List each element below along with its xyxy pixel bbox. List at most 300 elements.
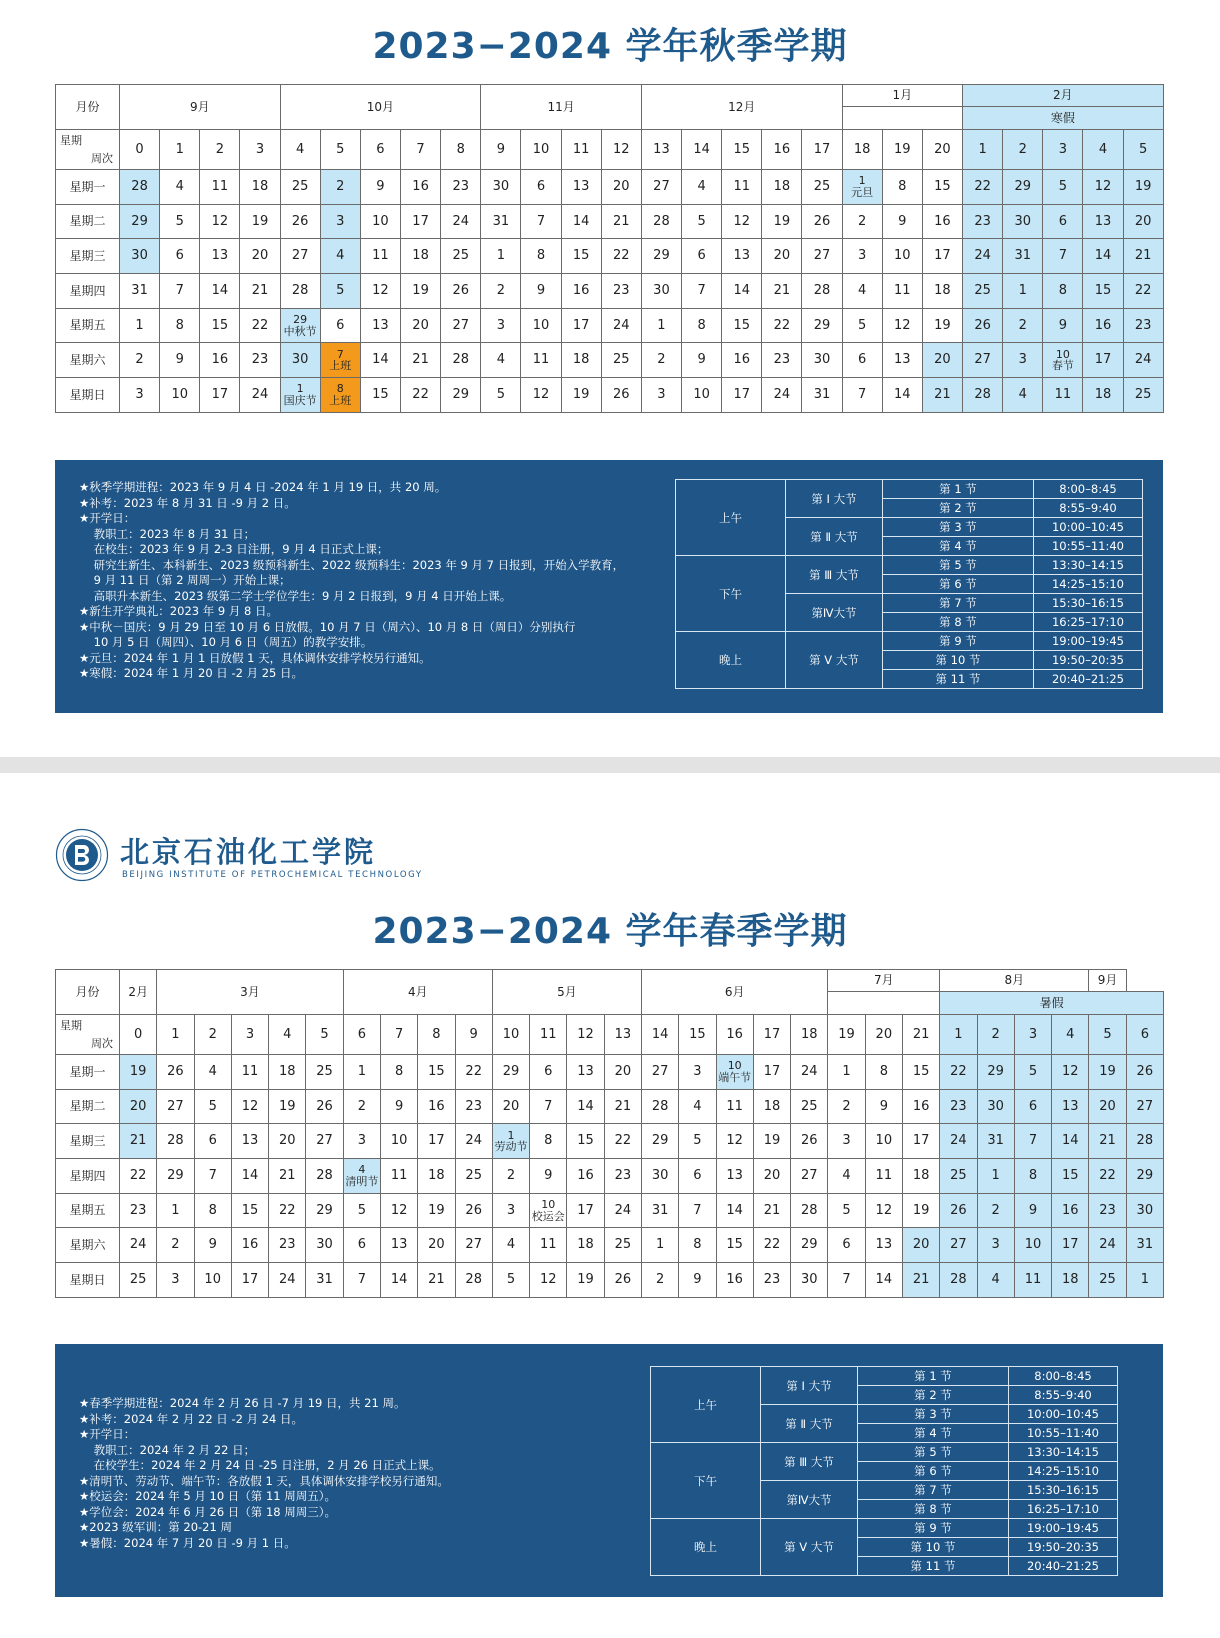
date-cell: 16: [231, 1228, 268, 1263]
date-cell: 26: [791, 1124, 828, 1159]
date-cell: 18: [762, 170, 802, 205]
date-cell: 26: [940, 1193, 977, 1228]
date-cell: [530, 1193, 567, 1228]
date-cell: [320, 378, 360, 413]
date-cell: 26: [963, 308, 1003, 343]
date-cell: 11: [231, 1055, 268, 1090]
date-cell: 17: [418, 1124, 455, 1159]
date-cell: 17: [401, 204, 441, 239]
date-cell: 11: [200, 170, 240, 205]
date-cell: 30: [120, 239, 160, 274]
date-cell: 25: [280, 170, 320, 205]
date-cell: 24: [441, 204, 481, 239]
big-period-label: 第 Ⅱ 大节: [761, 1405, 858, 1443]
week-number: 9: [481, 130, 521, 170]
date-cell: [492, 1124, 529, 1159]
date-cell: 13: [882, 343, 922, 378]
note-line: 在校生：2023 年 9 月 2-3 日注册，9 月 4 日正式上课；: [79, 542, 389, 556]
week-number: 17: [753, 1015, 790, 1055]
date-cell: 2: [641, 343, 681, 378]
date-cell: 30: [641, 274, 681, 309]
date-note: 端午节: [718, 1070, 752, 1084]
date-cell: 7: [679, 1193, 716, 1228]
period-label: 上午: [651, 1367, 761, 1443]
note-line: ★校运会：2024 年 5 月 10 日（第 11 周周五）。: [79, 1489, 336, 1503]
week-number: 10: [521, 130, 561, 170]
date-cell: 25: [601, 343, 641, 378]
school-seal-icon: [55, 828, 109, 882]
date-cell: 29: [120, 204, 160, 239]
date-cell: 12: [530, 1263, 567, 1298]
class-name: 第 11 节: [858, 1557, 1009, 1576]
period-label: 晚上: [651, 1519, 761, 1576]
date-cell: 18: [418, 1159, 455, 1194]
day-name: 星期四: [56, 274, 120, 309]
date-cell: 20: [1089, 1089, 1126, 1124]
date-cell: 17: [1083, 343, 1123, 378]
date-cell: 6: [828, 1228, 865, 1263]
date-cell: 31: [1003, 239, 1043, 274]
date-cell: 20: [240, 239, 280, 274]
date-cell: 18: [240, 170, 280, 205]
date-cell: [320, 343, 360, 378]
week-number: 1: [157, 1015, 194, 1055]
month-label-cell: [56, 85, 120, 130]
date-cell: 11: [530, 1228, 567, 1263]
date-cell: 2: [1003, 308, 1043, 343]
date-cell: 1: [343, 1055, 380, 1090]
date-cell: 9: [160, 343, 200, 378]
date-cell: 15: [1052, 1159, 1089, 1194]
date-cell: 27: [641, 170, 681, 205]
date-number: 10: [727, 1059, 742, 1073]
day-name: 星期一: [56, 170, 120, 205]
date-cell: 14: [882, 378, 922, 413]
week-number: 4: [1052, 1015, 1089, 1055]
class-name: 第 5 节: [883, 556, 1034, 575]
date-cell: 13: [722, 239, 762, 274]
big-period-label: 第 Ⅴ 大节: [786, 632, 883, 689]
big-period-label: 第 Ⅴ 大节: [761, 1519, 858, 1576]
date-cell: 30: [1003, 204, 1043, 239]
date-cell: 6: [160, 239, 200, 274]
date-cell: 12: [1083, 170, 1123, 205]
date-cell: 14: [1083, 239, 1123, 274]
date-cell: 16: [722, 343, 762, 378]
date-cell: 27: [791, 1159, 828, 1194]
date-cell: 24: [963, 239, 1003, 274]
date-cell: 27: [940, 1228, 977, 1263]
date-cell: 27: [306, 1124, 343, 1159]
date-cell: 25: [306, 1055, 343, 1090]
date-cell: 19: [1089, 1055, 1126, 1090]
class-time: 8:00–8:45: [1009, 1367, 1118, 1386]
week-number: 14: [641, 1015, 678, 1055]
date-cell: 17: [722, 378, 762, 413]
date-cell: 28: [157, 1124, 194, 1159]
date-cell: 27: [802, 239, 842, 274]
date-cell: 9: [1014, 1193, 1051, 1228]
date-cell: 2: [842, 204, 882, 239]
date-cell: 1: [481, 239, 521, 274]
date-cell: 12: [882, 308, 922, 343]
autumn-notes: [79, 480, 624, 682]
month-name: 2月: [128, 984, 148, 999]
note-line: ★新生开学典礼：2023 年 9 月 8 日。: [79, 604, 278, 618]
date-cell: 22: [240, 308, 280, 343]
week-number: 18: [842, 130, 882, 170]
date-cell: 3: [679, 1055, 716, 1090]
period-label: 上午: [676, 480, 786, 556]
date-number: 1: [296, 382, 304, 396]
month-name: 3月: [240, 984, 260, 999]
date-cell: 9: [865, 1089, 902, 1124]
date-cell: 28: [441, 343, 481, 378]
date-cell: 19: [269, 1089, 306, 1124]
month-name: 4月: [407, 984, 428, 999]
date-cell: 9: [682, 343, 722, 378]
period-label: 晚上: [676, 632, 786, 689]
holiday-label: 寒假: [1050, 110, 1075, 125]
week-number: 8: [418, 1015, 455, 1055]
date-cell: 14: [561, 204, 601, 239]
date-cell: 26: [441, 274, 481, 309]
date-cell: 22: [269, 1193, 306, 1228]
date-cell: 5: [492, 1263, 529, 1298]
date-cell: 29: [441, 378, 481, 413]
date-cell: 13: [865, 1228, 902, 1263]
date-cell: 22: [601, 239, 641, 274]
date-cell: 7: [521, 204, 561, 239]
date-cell: 22: [401, 378, 441, 413]
class-name: 第 9 节: [858, 1519, 1009, 1538]
summer-break-label: [940, 992, 1164, 1015]
date-cell: 10: [194, 1263, 231, 1298]
date-cell: [280, 308, 320, 343]
day-name: 星期一: [56, 1055, 120, 1090]
date-cell: 3: [1003, 343, 1043, 378]
month-name: 10月: [366, 99, 395, 114]
week-number: 3: [1043, 130, 1083, 170]
class-name: 第 8 节: [883, 613, 1034, 632]
spring-title: 2023−2024 学年春季学期: [372, 911, 848, 952]
date-cell: 6: [343, 1228, 380, 1263]
day-name: 星期三: [56, 239, 120, 274]
date-cell: 20: [601, 170, 641, 205]
week-number: 4: [269, 1015, 306, 1055]
class-time: 16:25–17:10: [1009, 1500, 1118, 1519]
note-line: 10 月 5 日（周四）、10 月 6 日（周五）的教学安排。: [79, 635, 373, 649]
date-cell: 8: [194, 1193, 231, 1228]
month-header: [641, 970, 827, 1015]
class-name: 第 9 节: [883, 632, 1034, 651]
month-name: 1月: [892, 88, 913, 103]
month-header: [343, 970, 492, 1015]
spring-info-panel: [55, 1344, 1163, 1597]
date-cell: 6: [521, 170, 561, 205]
date-cell: 17: [753, 1055, 790, 1090]
date-cell: 19: [902, 1193, 939, 1228]
date-cell: 20: [902, 1228, 939, 1263]
week-number: 5: [1123, 130, 1163, 170]
date-number: 1: [858, 174, 866, 188]
week-number: 5: [320, 130, 360, 170]
week-label: 周次: [91, 151, 113, 165]
class-time: 16:25–17:10: [1034, 613, 1143, 632]
date-cell: 14: [865, 1263, 902, 1298]
date-cell: 11: [716, 1089, 753, 1124]
date-cell: 16: [567, 1159, 604, 1194]
date-cell: 5: [160, 204, 200, 239]
date-cell: 28: [940, 1263, 977, 1298]
date-cell: 12: [200, 204, 240, 239]
date-cell: 26: [604, 1263, 641, 1298]
date-cell: 4: [194, 1055, 231, 1090]
month-header: [828, 970, 940, 992]
date-cell: 27: [641, 1055, 678, 1090]
date-cell: 4: [679, 1089, 716, 1124]
date-cell: 21: [1123, 239, 1163, 274]
week-number: 18: [791, 1015, 828, 1055]
date-cell: 13: [360, 308, 400, 343]
week-number: 19: [828, 1015, 865, 1055]
date-cell: 18: [753, 1089, 790, 1124]
date-cell: 2: [120, 343, 160, 378]
date-cell: 20: [269, 1124, 306, 1159]
week-number: 4: [1083, 130, 1123, 170]
date-cell: 6: [320, 308, 360, 343]
date-cell: 19: [1123, 170, 1163, 205]
note-line: 教职工：2024 年 2 月 22 日；: [79, 1442, 256, 1457]
month-name: 11月: [547, 99, 575, 114]
class-name: 第 4 节: [883, 537, 1034, 556]
date-cell: 16: [716, 1263, 753, 1298]
month-name: 7月: [874, 973, 894, 988]
date-cell: 5: [194, 1089, 231, 1124]
date-cell: 19: [240, 204, 280, 239]
date-cell: 30: [306, 1228, 343, 1263]
date-cell: 29: [791, 1228, 828, 1263]
date-cell: 12: [716, 1124, 753, 1159]
week-number: 13: [604, 1015, 641, 1055]
date-cell: 27: [455, 1228, 492, 1263]
date-cell: 22: [940, 1055, 977, 1090]
date-cell: 2: [157, 1228, 194, 1263]
page-divider: [0, 757, 1220, 773]
date-cell: 24: [455, 1124, 492, 1159]
day-name: 星期六: [56, 343, 120, 378]
date-cell: 13: [1083, 204, 1123, 239]
date-cell: 4: [842, 274, 882, 309]
week-number: 20: [865, 1015, 902, 1055]
class-name: 第 4 节: [858, 1424, 1009, 1443]
date-cell: 22: [604, 1124, 641, 1159]
date-cell: 10: [160, 378, 200, 413]
date-cell: 23: [940, 1089, 977, 1124]
date-cell: 12: [722, 204, 762, 239]
week-number: 2: [200, 130, 240, 170]
day-name: 星期二: [56, 1089, 120, 1124]
day-label: 星期: [60, 1018, 82, 1032]
week-number: 13: [641, 130, 681, 170]
date-cell: 5: [842, 308, 882, 343]
date-cell: 10: [380, 1124, 417, 1159]
date-cell: 25: [604, 1228, 641, 1263]
date-cell: 16: [200, 343, 240, 378]
date-cell: 5: [343, 1193, 380, 1228]
class-time: 13:30–14:15: [1034, 556, 1143, 575]
date-cell: 15: [922, 170, 962, 205]
month-gap: [842, 107, 962, 130]
date-cell: 3: [481, 308, 521, 343]
date-cell: 23: [604, 1159, 641, 1194]
date-cell: 16: [418, 1089, 455, 1124]
date-cell: 15: [722, 308, 762, 343]
date-cell: 3: [842, 239, 882, 274]
date-cell: 21: [604, 1089, 641, 1124]
date-cell: 19: [567, 1263, 604, 1298]
date-cell: 25: [963, 274, 1003, 309]
date-cell: 24: [940, 1124, 977, 1159]
date-cell: 9: [1043, 308, 1083, 343]
month-header: [481, 85, 642, 130]
date-cell: 1: [120, 308, 160, 343]
week-number: 12: [567, 1015, 604, 1055]
autumn-title: 2023−2024 学年秋季学期: [372, 26, 848, 67]
date-cell: 25: [120, 1263, 157, 1298]
date-cell: 6: [1043, 204, 1083, 239]
day-name: 星期五: [56, 1193, 120, 1228]
month-name: 2月: [1053, 88, 1073, 103]
date-cell: 26: [157, 1055, 194, 1090]
class-name: 第 3 节: [883, 518, 1034, 537]
class-time: 14:25–15:10: [1009, 1462, 1118, 1481]
big-period-label: 第 Ⅰ 大节: [761, 1367, 858, 1405]
date-cell: 5: [682, 204, 722, 239]
date-cell: 20: [604, 1055, 641, 1090]
date-cell: 22: [1089, 1159, 1126, 1194]
week-day-corner: [56, 1015, 120, 1055]
date-cell: 13: [200, 239, 240, 274]
date-cell: 27: [441, 308, 481, 343]
month-header: [280, 85, 481, 130]
date-cell: 7: [1014, 1124, 1051, 1159]
date-cell: 13: [561, 170, 601, 205]
date-cell: 7: [682, 274, 722, 309]
date-cell: 3: [120, 378, 160, 413]
month-name: 9月: [1097, 973, 1118, 988]
week-number: 21: [902, 1015, 939, 1055]
date-cell: 12: [380, 1193, 417, 1228]
date-cell: 10: [882, 239, 922, 274]
date-cell: 20: [492, 1089, 529, 1124]
date-cell: 15: [567, 1124, 604, 1159]
date-cell: 14: [716, 1193, 753, 1228]
big-period-label: 第Ⅳ大节: [786, 594, 883, 632]
school-name-en: BEIJING INSTITUTE OF PETROCHEMICAL TECHNOLOGY: [122, 870, 423, 880]
date-cell: 21: [601, 204, 641, 239]
date-cell: 21: [762, 274, 802, 309]
holiday-label: 暑假: [1039, 995, 1064, 1010]
date-note: 上班: [329, 359, 352, 373]
date-cell: 30: [641, 1159, 678, 1194]
date-cell: 14: [1052, 1124, 1089, 1159]
date-cell: 28: [306, 1159, 343, 1194]
date-cell: 19: [762, 204, 802, 239]
class-name: 第 10 节: [883, 651, 1034, 670]
date-cell: 24: [762, 378, 802, 413]
date-cell: 24: [601, 308, 641, 343]
date-cell: 16: [561, 274, 601, 309]
date-cell: 5: [1014, 1055, 1051, 1090]
day-label: 星期: [60, 133, 82, 147]
date-cell: 16: [1083, 308, 1123, 343]
class-time: 10:55–11:40: [1009, 1424, 1118, 1443]
class-name: 第 6 节: [858, 1462, 1009, 1481]
date-cell: 19: [561, 378, 601, 413]
date-cell: 29: [977, 1055, 1014, 1090]
date-cell: 12: [360, 274, 400, 309]
class-name: 第 2 节: [858, 1386, 1009, 1405]
class-name: 第 2 节: [883, 499, 1034, 518]
week-number: 7: [380, 1015, 417, 1055]
note-line: ★学位会：2024 年 6 月 26 日（第 18 周周三）。: [79, 1504, 336, 1519]
date-cell: 29: [157, 1159, 194, 1194]
date-cell: 14: [360, 343, 400, 378]
date-cell: 3: [157, 1263, 194, 1298]
date-cell: 6: [194, 1124, 231, 1159]
school-name-cn: 北京石油化工学院: [120, 835, 377, 869]
date-cell: 11: [722, 170, 762, 205]
date-cell: 23: [601, 274, 641, 309]
date-cell: 14: [200, 274, 240, 309]
date-cell: 17: [231, 1263, 268, 1298]
date-cell: 6: [679, 1159, 716, 1194]
day-name: 星期四: [56, 1159, 120, 1194]
week-number: 3: [231, 1015, 268, 1055]
big-period-label: 第 Ⅰ 大节: [786, 480, 883, 518]
date-cell: 8: [380, 1055, 417, 1090]
date-cell: 2: [481, 274, 521, 309]
date-cell: 16: [1052, 1193, 1089, 1228]
date-cell: 28: [641, 1089, 678, 1124]
date-cell: 22: [963, 170, 1003, 205]
date-cell: 10: [682, 378, 722, 413]
date-cell: 23: [441, 170, 481, 205]
week-label: 周次: [91, 1036, 113, 1050]
date-note: 劳动节: [494, 1140, 528, 1154]
date-cell: 18: [567, 1228, 604, 1263]
date-cell: 20: [922, 343, 962, 378]
month-header: [641, 85, 842, 130]
week-number: 3: [240, 130, 280, 170]
spring-notes: [79, 1396, 449, 1551]
date-cell: 29: [1003, 170, 1043, 205]
date-cell: 16: [922, 204, 962, 239]
date-cell: 9: [521, 274, 561, 309]
date-cell: 24: [791, 1055, 828, 1090]
date-cell: 7: [343, 1263, 380, 1298]
date-cell: 2: [343, 1089, 380, 1124]
date-cell: 4: [160, 170, 200, 205]
date-cell: [343, 1159, 380, 1194]
date-cell: 29: [492, 1055, 529, 1090]
date-cell: 9: [360, 170, 400, 205]
week-number: 14: [682, 130, 722, 170]
week-number: 0: [120, 130, 160, 170]
date-cell: [280, 378, 320, 413]
date-cell: 28: [1126, 1124, 1163, 1159]
